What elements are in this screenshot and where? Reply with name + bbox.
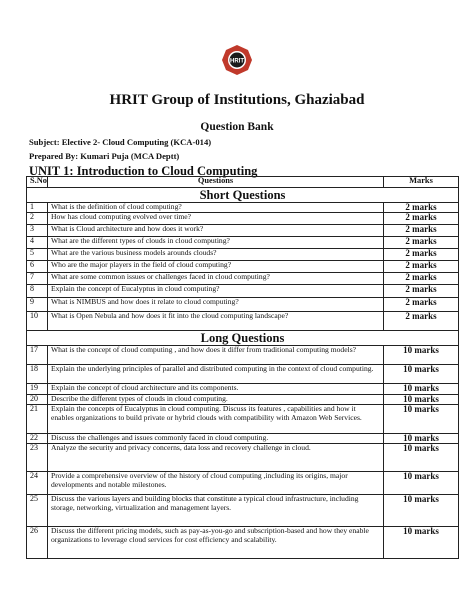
table-row — [27, 495, 459, 527]
unit-heading: UNIT 1: Introduction to Cloud Computing — [29, 164, 258, 178]
row-number: 9 — [27, 298, 48, 312]
subject-line: Subject: Elective 2- Cloud Computing (KCA-014) — [29, 137, 212, 147]
row-marks: 10 marks — [384, 472, 459, 495]
row-question: What are the different types of clouds in cloud computing? — [48, 237, 384, 249]
row-marks: 2 marks — [384, 273, 459, 285]
row-question: Provide a comprehensive overview of the history of cloud computing ,including its origins, major developments and notable milestones. — [48, 472, 384, 495]
row-marks: 10 marks — [384, 495, 459, 527]
question-table — [26, 176, 459, 559]
row-marks: 10 marks — [384, 395, 459, 405]
row-question: Explain the concept of Eucalyptus in cloud computing? — [48, 285, 384, 298]
row-question: Explain the concept of cloud architecture and its components. — [48, 384, 384, 395]
row-number: 19 — [27, 384, 48, 395]
row-marks: 2 marks — [384, 249, 459, 261]
row-question: Who are the major players in the field of cloud computing? — [48, 261, 384, 273]
row-number: 21 — [27, 405, 48, 434]
table-row — [27, 395, 459, 405]
row-number: 20 — [27, 395, 48, 405]
row-number: 26 — [27, 527, 48, 559]
row-number: 5 — [27, 249, 48, 261]
row-question: How has cloud computing evolved over time? — [48, 213, 384, 225]
table-row — [27, 273, 459, 285]
row-marks: 2 marks — [384, 261, 459, 273]
row-question: What are the various business models arounds clouds? — [48, 249, 384, 261]
row-marks: 2 marks — [384, 225, 459, 237]
row-number: 7 — [27, 273, 48, 285]
table-row — [27, 434, 459, 444]
row-number: 23 — [27, 444, 48, 472]
section-row-long — [27, 331, 459, 346]
row-question: Explain the concepts of Eucalyptus in cloud computing. Discuss its features , capabilities and how it enables organizations to build private or hybrid clouds with compatibility with Amazon Web Services. — [48, 405, 384, 434]
row-marks: 10 marks — [384, 346, 459, 365]
row-number: 17 — [27, 346, 48, 365]
row-number: 22 — [27, 434, 48, 444]
logo-text: HRIT — [230, 58, 244, 65]
table-row — [27, 213, 459, 225]
row-number: 18 — [27, 365, 48, 384]
row-question: Discuss the various layers and building blocks that constitute a typical cloud infrastructure, including storage, networking, virtualization and management layers. — [48, 495, 384, 527]
row-number: 10 — [27, 312, 48, 331]
row-number: 4 — [27, 237, 48, 249]
row-marks: 10 marks — [384, 365, 459, 384]
table-row — [27, 298, 459, 312]
table-row — [27, 405, 459, 434]
row-number: 8 — [27, 285, 48, 298]
row-question: What is the concept of cloud computing , and how does it differ from traditional computing models? — [48, 346, 384, 365]
section-title-long: Long Questions — [27, 331, 459, 346]
row-question: What is Open Nebula and how does it fit into the cloud computing landscape? — [48, 312, 384, 331]
row-number: 3 — [27, 225, 48, 237]
institution-logo — [221, 44, 253, 76]
row-marks: 10 marks — [384, 405, 459, 434]
table-row — [27, 203, 459, 213]
section-row-short — [27, 188, 459, 203]
row-question: Describe the different types of clouds in cloud computing. — [48, 395, 384, 405]
table-row — [27, 225, 459, 237]
table-row — [27, 472, 459, 495]
table-row — [27, 384, 459, 395]
col-header-marks: Marks — [384, 177, 459, 188]
table-row — [27, 527, 459, 559]
table-row — [27, 444, 459, 472]
table-row — [27, 346, 459, 365]
row-marks: 10 marks — [384, 527, 459, 559]
table-row — [27, 237, 459, 249]
document-title: Question Bank — [200, 121, 274, 133]
col-header-questions: Questions — [48, 177, 384, 188]
row-marks: 2 marks — [384, 203, 459, 213]
row-marks: 2 marks — [384, 237, 459, 249]
prepared-by-line: Prepared By: Kumari Puja (MCA Deptt) — [29, 151, 180, 161]
row-marks: 10 marks — [384, 444, 459, 472]
row-question: Discuss the challenges and issues commonly faced in cloud computing. — [48, 434, 384, 444]
row-marks: 2 marks — [384, 312, 459, 331]
row-number: 24 — [27, 472, 48, 495]
row-marks: 2 marks — [384, 213, 459, 225]
table-row — [27, 365, 459, 384]
row-question: What is the definition of cloud computing? — [48, 203, 384, 213]
table-row — [27, 261, 459, 273]
table-row — [27, 249, 459, 261]
row-marks: 10 marks — [384, 384, 459, 395]
section-title-short: Short Questions — [27, 188, 459, 203]
row-marks: 10 marks — [384, 434, 459, 444]
table-header-row — [27, 177, 459, 188]
row-number: 6 — [27, 261, 48, 273]
table-row — [27, 312, 459, 331]
row-question: Explain the underlying principles of parallel and distributed computing in the context of cloud computing. — [48, 365, 384, 384]
row-marks: 2 marks — [384, 285, 459, 298]
row-number: 25 — [27, 495, 48, 527]
row-question: Discuss the different pricing models, such as pay-as-you-go and subscription-based and how they enable organizations to leverage cloud services for cost efficiency and scalability. — [48, 527, 384, 559]
row-question: What is NIMBUS and how does it relate to cloud computing? — [48, 298, 384, 312]
row-number: 1 — [27, 203, 48, 213]
row-number: 2 — [27, 213, 48, 225]
col-header-sno: S.No — [27, 177, 48, 188]
row-question: What are some common issues or challenges faced in cloud computing? — [48, 273, 384, 285]
institution-name: HRIT Group of Institutions, Ghaziabad — [109, 92, 365, 108]
row-question: What is Cloud architecture and how does it work? — [48, 225, 384, 237]
row-question: Analyze the security and privacy concerns, data loss and recovery challenge in cloud. — [48, 444, 384, 472]
table-row — [27, 285, 459, 298]
row-marks: 2 marks — [384, 298, 459, 312]
